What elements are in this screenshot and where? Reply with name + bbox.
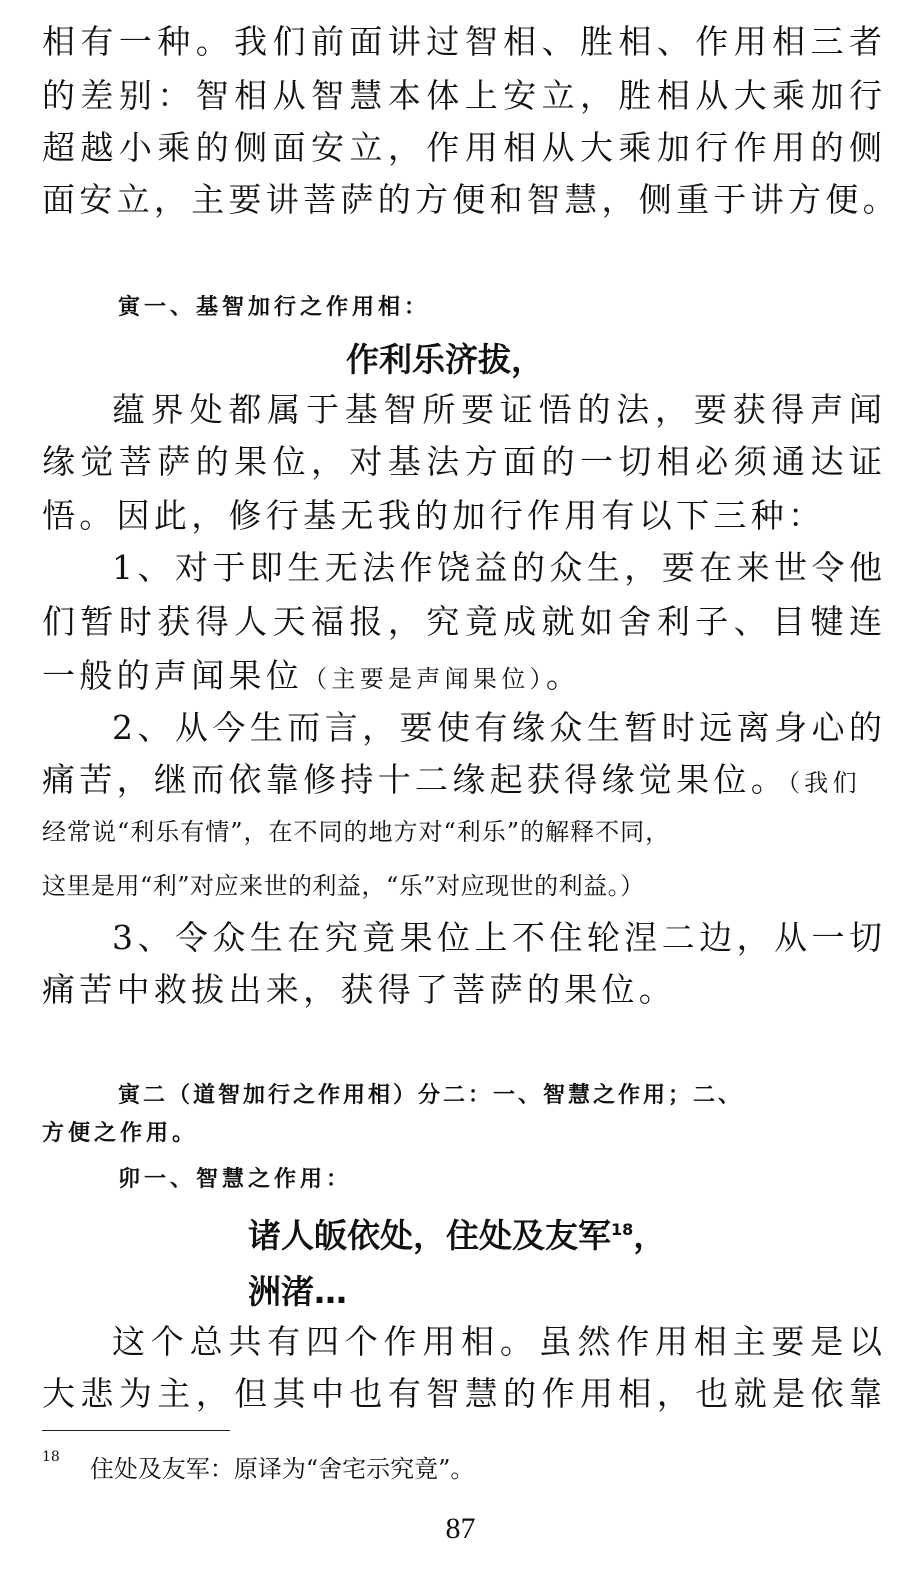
item2-line-1: 2、从今生而言，要使有缘众生暂时远离身心的: [112, 708, 882, 747]
section1-verse: 作利乐济拔，: [346, 340, 544, 379]
section1-line-2: 缘觉菩萨的果位，对基法方面的一切相必须通达证: [42, 442, 882, 481]
item1-line-3: [42, 656, 882, 699]
item3-line-2: 痛苦中救拔出来，获得了菩萨的果位。: [42, 970, 677, 1009]
footnote-number: 18: [42, 1449, 60, 1465]
section2-heading-line-1: 寅二（道智加行之作用相）分二：一、智慧之作用；二、: [118, 1083, 744, 1108]
item3-line-1: 3、令众生在究竟果位上不住轮涅二边，从一切: [112, 918, 882, 957]
footnote-ref[interactable]: 18: [611, 1220, 634, 1239]
item1-line-3-text: 一般的声闻果位: [42, 656, 304, 695]
footnote-text: 住处及友军：原译为“舍宅示究竟”。: [89, 1455, 475, 1483]
section2-verse-1-text: 诸人皈依处，住处及友军: [248, 1216, 611, 1255]
section1-heading: 寅一、基智加行之作用相：: [118, 295, 431, 320]
section2-line-2: 大悲为主，但其中也有智慧的作用相，也就是依靠: [42, 1374, 882, 1413]
section2-verse-1-end: ，: [633, 1216, 667, 1255]
section1-line-1: 蕴界处都属于基智所要证悟的法，要获得声闻: [112, 390, 882, 429]
intro-line-4: 面安立，主要讲菩萨的方便和智慧，侧重于讲方便。: [42, 180, 900, 219]
item1-line-2: 们暂时获得人天福报，究竟成就如舍利子、目犍连: [42, 602, 882, 641]
section2-heading-line-2: 方便之作用。: [42, 1121, 199, 1146]
item2-line-2-text: 痛苦，继而依靠修持十二缘起获得缘觉果位。: [42, 760, 788, 799]
intro-line-3: 超越小乘的侧面安立，作用相从大乘加行作用的侧: [42, 128, 882, 167]
item1-line-1: 1、对于即生无法作饶益的众生，要在来世令他: [112, 548, 882, 587]
intro-line-2: 的差别：智相从智慧本体上安立，胜相从大乘加行: [42, 76, 882, 115]
footnote-rule: [42, 1430, 230, 1431]
section2-line-1: 这个总共有四个作用相。虽然作用相主要是以: [112, 1322, 882, 1361]
intro-line-1: 相有一种。我们前面讲过智相、胜相、作用相三者: [42, 22, 882, 61]
item2-note-line-2: 这里是用“利”对应来世的利益，“乐”对应现世的利益。）: [42, 872, 645, 900]
item1-note: （主要是声闻果位）: [303, 665, 546, 693]
footnote: [42, 1449, 474, 1484]
item2-line-2: [42, 760, 882, 803]
item2-note-start: （我们: [788, 769, 861, 797]
section2-subheading: 卯一、智慧之作用：: [118, 1167, 353, 1192]
item1-end: 。: [545, 656, 584, 695]
section1-line-3: 悟。因此，修行基无我的加行作用有以下三种：: [42, 496, 826, 535]
page-number: 87: [445, 1512, 476, 1545]
section2-verse-2: 洲渚…: [248, 1272, 347, 1311]
item2-note-line-1: 经常说“利乐有情”，在不同的地方对“利乐”的解释不同，: [42, 818, 671, 846]
section2-verse-1: [248, 1210, 921, 1257]
